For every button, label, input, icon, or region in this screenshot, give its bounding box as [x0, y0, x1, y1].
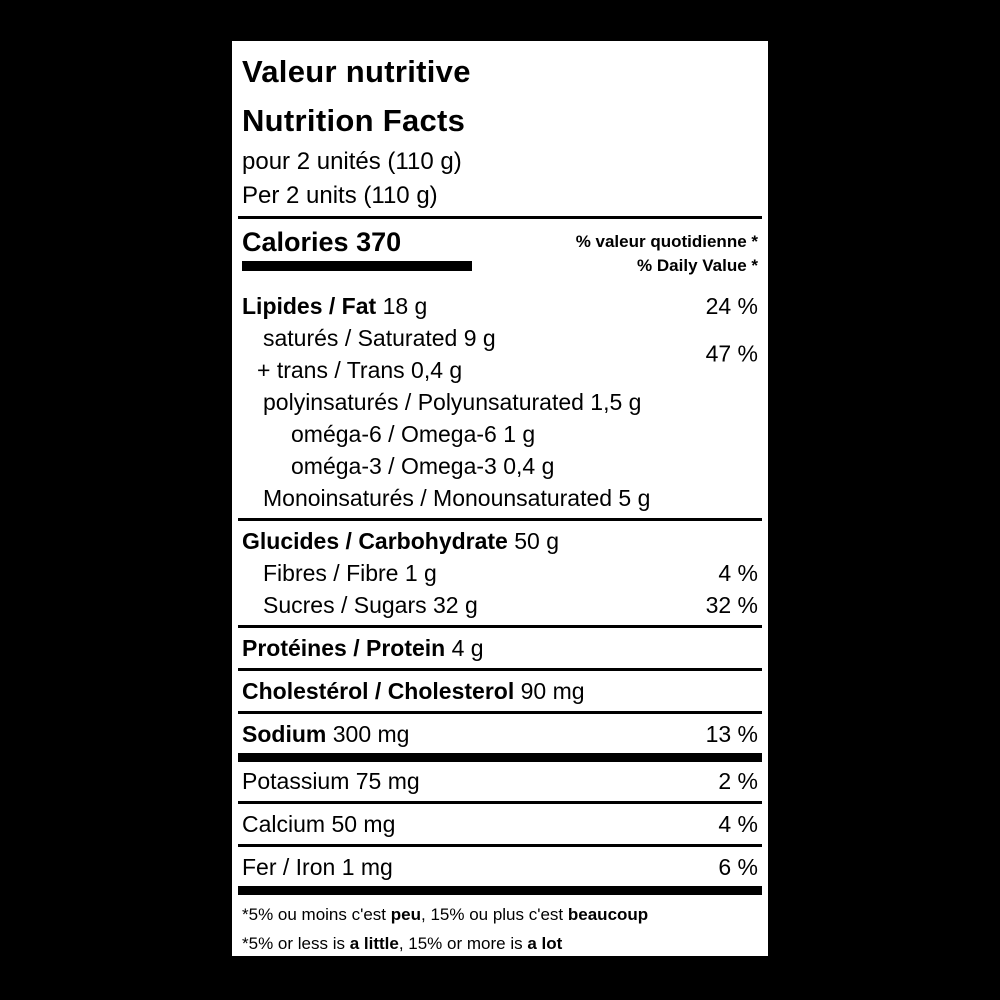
- row-fat: [242, 290, 758, 322]
- calcium-dv: 4 %: [718, 811, 758, 837]
- carbohydrate-label: Glucides / Carbohydrate: [242, 528, 508, 554]
- section-divider: [238, 625, 762, 628]
- fibre-dv: 4 %: [718, 560, 758, 586]
- omega6-label: oméga-6 / Omega-6 1 g: [291, 421, 536, 447]
- row-trans: [242, 354, 758, 386]
- footnote-en-text: *5% or less is: [242, 934, 350, 953]
- saturated-label: saturés / Saturated 9 g: [263, 325, 496, 351]
- calories-number: 370: [356, 227, 402, 257]
- calories-value: [242, 227, 472, 257]
- trans-label: + trans / Trans 0,4 g: [257, 357, 463, 383]
- row-sodium: [242, 718, 758, 750]
- section-divider: [238, 844, 762, 847]
- potassium-label: Potassium 75 mg: [242, 768, 420, 794]
- section-divider: [238, 801, 762, 804]
- row-fibre: [242, 557, 758, 589]
- nutrition-facts-label: [228, 37, 772, 960]
- sodium-label: Sodium: [242, 721, 327, 747]
- sodium-amount: 300 mg: [332, 721, 410, 747]
- protein-label: Protéines / Protein: [242, 635, 446, 661]
- row-carbohydrate: [242, 525, 758, 557]
- sugars-label: Sucres / Sugars 32 g: [263, 592, 478, 618]
- row-omega6: [242, 418, 758, 450]
- title-en: Nutrition Facts: [242, 103, 466, 138]
- footnote-fr-peu: peu: [390, 905, 421, 924]
- calories-underline-bar: [242, 261, 472, 271]
- fibre-label: Fibres / Fibre 1 g: [263, 560, 437, 586]
- row-cholesterol: [242, 675, 758, 707]
- sugars-dv: 32 %: [705, 592, 758, 618]
- iron-dv: 6 %: [718, 854, 758, 880]
- footnote-fr: [242, 901, 758, 928]
- saturated-trans-group: [242, 322, 758, 386]
- section-divider: [238, 668, 762, 671]
- calories-label: Calories: [242, 227, 349, 257]
- calories-section: [242, 227, 758, 278]
- cholesterol-amount: 90 mg: [520, 678, 585, 704]
- row-saturated: [242, 322, 758, 354]
- footnote-en-text: , 15% or more is: [398, 934, 528, 953]
- polyunsaturated-label: polyinsaturés / Polyunsaturated 1,5 g: [263, 389, 642, 415]
- row-iron: [242, 851, 758, 883]
- serving-size-en: Per 2 units (110 g): [242, 182, 438, 209]
- footnote-fr-text: *5% ou moins c'est: [242, 905, 391, 924]
- dv-header-fr: % valeur quotidienne *: [575, 232, 758, 251]
- fat-label: Lipides / Fat: [242, 293, 377, 319]
- row-omega3: [242, 450, 758, 482]
- monounsaturated-label: Monoinsaturés / Monounsaturated 5 g: [263, 485, 651, 511]
- thick-divider-bar: [238, 886, 762, 895]
- row-potassium: [242, 765, 758, 797]
- row-calcium: [242, 808, 758, 840]
- section-divider: [238, 518, 762, 521]
- calcium-label: Calcium 50 mg: [242, 811, 396, 837]
- footnote-fr-beaucoup: beaucoup: [567, 905, 649, 924]
- footnote-fr-text: , 15% ou plus c'est: [421, 905, 568, 924]
- row-sugars: [242, 589, 758, 621]
- footnote-en: [242, 930, 758, 957]
- row-polyunsaturated: [242, 386, 758, 418]
- serving-size-fr: pour 2 unités (110 g): [242, 148, 462, 175]
- section-divider: [238, 216, 762, 219]
- sodium-dv: 13 %: [705, 721, 758, 747]
- row-protein: [242, 632, 758, 664]
- fat-amount: 18 g: [382, 293, 428, 319]
- saturated-trans-dv: 47 %: [705, 340, 758, 367]
- potassium-dv: 2 %: [718, 768, 758, 794]
- omega3-label: oméga-3 / Omega-3 0,4 g: [291, 453, 555, 479]
- footnote-en-a-little: a little: [349, 934, 399, 953]
- carbohydrate-amount: 50 g: [514, 528, 560, 554]
- protein-amount: 4 g: [451, 635, 484, 661]
- cholesterol-label: Cholestérol / Cholesterol: [242, 678, 515, 704]
- footnote-en-a-lot: a lot: [527, 934, 563, 953]
- section-divider: [238, 711, 762, 714]
- daily-value-header: [576, 227, 758, 278]
- thick-divider-bar: [238, 753, 762, 762]
- calories-block: [242, 227, 472, 278]
- iron-label: Fer / Iron 1 mg: [242, 854, 393, 880]
- row-monounsaturated: [242, 482, 758, 514]
- dv-header-en: % Daily Value *: [637, 256, 758, 275]
- fat-dv: 24 %: [705, 293, 758, 319]
- title-fr: Valeur nutritive: [242, 54, 471, 89]
